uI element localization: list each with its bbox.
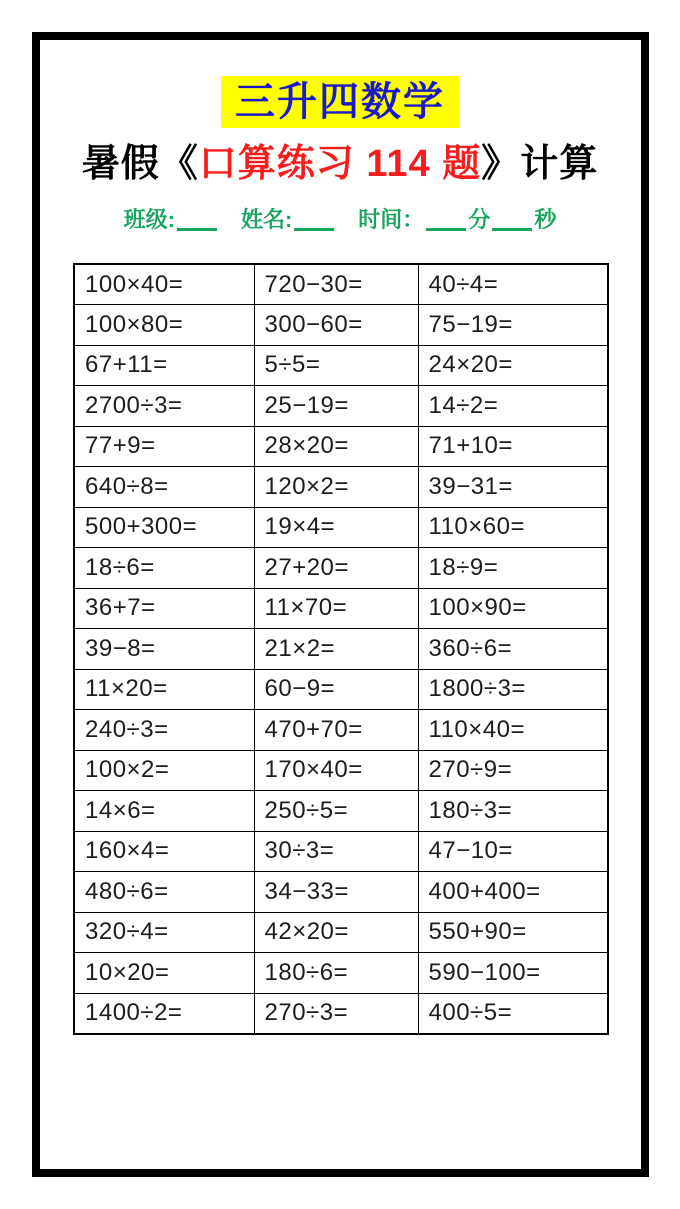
problem-cell: 39−8=	[74, 629, 254, 670]
problem-cell: 360÷6=	[418, 629, 608, 670]
problem-cell: 18÷6=	[74, 548, 254, 589]
subtitle-suffix: 》计算	[481, 143, 599, 185]
problem-row	[74, 872, 608, 913]
problem-row	[74, 305, 608, 346]
problem-cell: 470+70=	[254, 710, 418, 751]
problem-cell: 25−19=	[254, 386, 418, 427]
problem-row	[74, 710, 608, 751]
info-label: 时间：	[358, 207, 425, 232]
problem-cell: 1800÷3=	[418, 669, 608, 710]
problem-cell: 480÷6=	[74, 872, 254, 913]
problem-cell: 47−10=	[418, 831, 608, 872]
subtitle-highlight: 口算练习 114 题	[198, 143, 482, 185]
problem-row	[74, 467, 608, 508]
problem-cell: 2700÷3=	[74, 386, 254, 427]
problem-cell: 640÷8=	[74, 467, 254, 508]
problem-cell: 170×40=	[254, 750, 418, 791]
info-label: 秒	[534, 207, 557, 232]
problem-cell: 400÷5=	[418, 993, 608, 1034]
problem-cell: 100×2=	[74, 750, 254, 791]
problem-cell: 30÷3=	[254, 831, 418, 872]
problem-row	[74, 507, 608, 548]
problem-cell: 720−30=	[254, 264, 418, 305]
problem-cell: 77+9=	[74, 426, 254, 467]
problem-cell: 19×4=	[254, 507, 418, 548]
problems-table	[73, 263, 609, 1035]
page-subtitle	[0, 138, 680, 190]
subtitle-prefix: 暑假《	[81, 143, 199, 185]
problem-cell: 100×40=	[74, 264, 254, 305]
problem-cell: 160×4=	[74, 831, 254, 872]
problem-row	[74, 912, 608, 953]
problem-row	[74, 264, 608, 305]
problem-cell: 300−60=	[254, 305, 418, 346]
problem-cell: 10×20=	[74, 953, 254, 994]
fill-in-blank	[492, 225, 532, 231]
problem-cell: 110×60=	[418, 507, 608, 548]
problem-cell: 550+90=	[418, 912, 608, 953]
page-title: 三升四数学	[221, 76, 459, 128]
problem-cell: 100×90=	[418, 588, 608, 629]
problem-row	[74, 426, 608, 467]
problem-cell: 320÷4=	[74, 912, 254, 953]
problem-cell: 24×20=	[418, 345, 608, 386]
problem-cell: 28×20=	[254, 426, 418, 467]
problem-cell: 1400÷2=	[74, 993, 254, 1034]
info-label: 分	[468, 207, 491, 232]
problem-cell: 270÷9=	[418, 750, 608, 791]
problem-cell: 110×40=	[418, 710, 608, 751]
problem-row	[74, 953, 608, 994]
problem-cell: 5÷5=	[254, 345, 418, 386]
problem-row	[74, 831, 608, 872]
problem-cell: 250÷5=	[254, 791, 418, 832]
problem-cell: 180÷3=	[418, 791, 608, 832]
problem-cell: 100×80=	[74, 305, 254, 346]
problem-cell: 180÷6=	[254, 953, 418, 994]
problem-row	[74, 345, 608, 386]
problem-cell: 42×20=	[254, 912, 418, 953]
problem-cell: 60−9=	[254, 669, 418, 710]
problem-cell: 11×20=	[74, 669, 254, 710]
problem-cell: 240÷3=	[74, 710, 254, 751]
problem-cell: 34−33=	[254, 872, 418, 913]
fill-in-blank	[177, 225, 217, 231]
info-label: 班级:	[123, 207, 175, 232]
fill-in-blank	[294, 225, 334, 231]
problem-cell: 18÷9=	[418, 548, 608, 589]
problem-cell: 11×70=	[254, 588, 418, 629]
problem-row	[74, 791, 608, 832]
problem-cell: 590−100=	[418, 953, 608, 994]
problem-cell: 36+7=	[74, 588, 254, 629]
problem-row	[74, 588, 608, 629]
problem-cell: 500+300=	[74, 507, 254, 548]
problem-row	[74, 548, 608, 589]
problem-cell: 71+10=	[418, 426, 608, 467]
problem-cell: 40÷4=	[418, 264, 608, 305]
problem-cell: 120×2=	[254, 467, 418, 508]
problem-row	[74, 629, 608, 670]
problem-cell: 21×2=	[254, 629, 418, 670]
info-label: 姓名:	[240, 207, 293, 232]
problem-cell: 14÷2=	[418, 386, 608, 427]
problem-cell: 75−19=	[418, 305, 608, 346]
problem-cell: 67+11=	[74, 345, 254, 386]
problem-cell: 400+400=	[418, 872, 608, 913]
problem-row	[74, 750, 608, 791]
problem-cell: 27+20=	[254, 548, 418, 589]
student-info-line	[0, 203, 680, 237]
problem-cell: 14×6=	[74, 791, 254, 832]
problem-row	[74, 993, 608, 1034]
title-band	[0, 76, 680, 128]
fill-in-blank	[426, 225, 466, 231]
problem-cell: 270÷3=	[254, 993, 418, 1034]
problem-row	[74, 386, 608, 427]
problem-cell: 39−31=	[418, 467, 608, 508]
problem-row	[74, 669, 608, 710]
